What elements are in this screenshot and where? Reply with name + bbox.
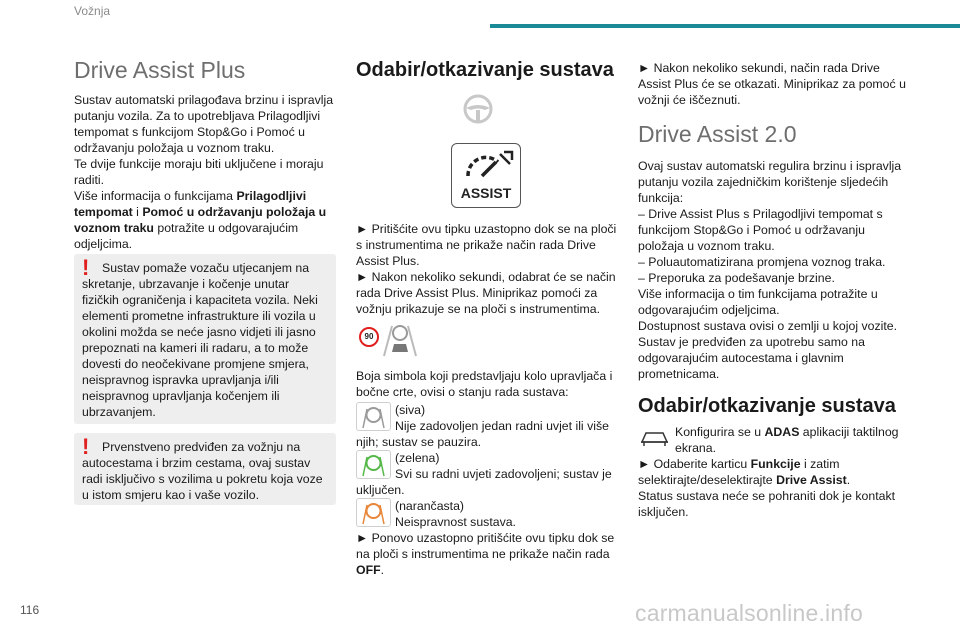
right-para-7: Sustav je predviđen za upotrebu samo na odgovarajućim autocestama i glavnim prometnicama. [638, 335, 865, 381]
page-number: 116 [20, 603, 40, 617]
middle-para-3: Boja simbola koji predstavljaju kolo upravljača i bočne crte, ovisi o stanju rada sustava: [356, 369, 613, 399]
text: aplikaciji taktilnog ekrana. [675, 425, 899, 455]
state-green-label: (zelena) [395, 451, 440, 465]
bold-text: Pomoć u održavanju položaja u voznom traku [74, 205, 327, 235]
orange-steering-icon [356, 498, 391, 527]
right-para-3: – Poluautomatizirana promjena voznog traka. [638, 255, 886, 269]
left-column [74, 56, 342, 252]
color-states [356, 368, 624, 578]
section-label: Vožnja [74, 4, 111, 18]
warning-icon: ! [82, 434, 90, 459]
drive-assist-plus-title: Drive Assist Plus [74, 57, 246, 83]
state-grey [356, 402, 624, 450]
selection-heading: Odabir/otkazivanje sustava [356, 59, 614, 81]
state-green [356, 450, 624, 498]
config-line [638, 424, 906, 456]
text: Više informacija o funkcijama [74, 189, 237, 203]
text: i [132, 205, 143, 219]
warning-icon: ! [82, 255, 90, 280]
assist-label: ASSIST [460, 185, 512, 201]
driving-assist-display-icon [380, 322, 420, 358]
warning-box-1 [74, 254, 336, 424]
right-para-1: Ovaj sustav automatski regulira brzinu i ispravlja putanju vozila zajedničkim korištenje sljedećih funkcija: [638, 159, 902, 205]
middle-para-2: ► Nakon nekoliko sekundi, odabrat će se način rada Drive Assist Plus. Miniprikaz pomoći za vožnju prikazuje se na ploči s instrumentima. [356, 270, 616, 316]
selection-heading-2: Odabir/otkazivanje sustava [638, 395, 896, 417]
warning-text-1 [74, 254, 336, 428]
right-para-4: – Preporuka za podešavanje brzine. [638, 271, 835, 285]
right-para-2: – Drive Assist Plus s Prilagodljivi tempomat s funkcijom Stop&Go i Pomoć u održavanju položaja u voznom traku. [638, 207, 883, 253]
bold-text: ADAS [764, 425, 800, 439]
text: Sustav pomaže vozaču utjecanjem na skretanje, ubrzavanje i kočenje unutar fizičkih ograničenja i kapaciteta vozila. Neki elementi prometne infrastrukture ili vozila u okolini možda se neće jasno vidjeti ili jasno prepoznati na kameri ili radaru, a to može dovesti do neočekivane promjene smjera, neispravnog ispravka upravljanja i/ili neispravnog upravljanja kočenjem ili ubrzavanjem. [82, 261, 318, 419]
text: Prvenstveno predviđen za vožnju na autocestama i brzim cestama, ovaj sustav radi isključivo s vozilima u pokretu koja voze u istom smjeru kao i vaše vozilo. [82, 440, 323, 502]
right-column [638, 60, 906, 520]
middle-text-block [356, 221, 624, 317]
speed-limit-badge: 90 [359, 327, 379, 347]
text: Konfigurira se u [675, 425, 765, 439]
text: potražite u odgovarajućim odjeljcima. [74, 221, 299, 251]
state-orange-label: (narančasta) [395, 499, 465, 513]
text: ► Odaberite karticu [638, 457, 751, 471]
bold-text: OFF [356, 563, 381, 577]
state-orange-text: Neispravnost sustava. [395, 515, 516, 529]
left-para-3 [74, 188, 342, 252]
left-para-1: Sustav automatski prilagođava brzinu i ispravlja putanju vozila. Za to upotrebljava Prilagodljivi tempomat s funkcijom Stop&Go i Pomoć u održavanju položaja u voznom traku. [74, 93, 334, 155]
text: . [846, 473, 851, 487]
right-tab-instruction [638, 456, 906, 488]
right-config-text [638, 424, 906, 456]
right-para-5: Više informacija o tim funkcijama potražite u odgovarajućim odjeljcima. [638, 287, 878, 317]
grey-steering-icon [356, 402, 391, 431]
middle-column [356, 58, 624, 82]
text: i zatim selektirajte/deselektirajte [638, 457, 840, 487]
green-steering-icon [356, 450, 391, 479]
warning-box-2 [74, 433, 336, 505]
car-icon [638, 424, 671, 451]
warning-text-2 [74, 433, 336, 511]
drive-assist-2-title: Drive Assist 2.0 [638, 121, 797, 147]
state-orange [356, 498, 624, 530]
bold-text: Prilagodljivi tempomat [74, 189, 307, 219]
right-status-note: Status sustava neće se pohraniti dok je kontakt isključen. [638, 489, 896, 519]
watermark: carmanualsonline.info [635, 600, 863, 626]
middle-para-4 [356, 530, 624, 578]
left-para-2: Te dvije funkcije moraju biti uključene i moraju raditi. [74, 157, 324, 187]
text: ► Ponovo uzastopno pritišćite ovu tipku dok se na ploči s instrumentima ne prikaže način rada [356, 531, 615, 561]
right-para-6: Dostupnost sustava ovisi o zemlji u kojoj vozite. [638, 319, 898, 333]
right-para-top: ► Nakon nekoliko sekundi, način rada Drive Assist Plus će se otkazati. Miniprikaz za pomoć u vožnji će iščeznuti. [638, 61, 906, 107]
state-green-text: Svi su radni uvjeti zadovoljeni; sustav je uključen. [356, 467, 612, 497]
steering-wheel-icon [463, 94, 493, 124]
middle-para-1: ► Pritišćite ovu tipku uzastopno dok se na ploči s instrumentima ne prikaže način rada Drive Assist Plus. [356, 222, 617, 268]
text: . [380, 563, 385, 577]
bold-text: Drive Assist [776, 473, 847, 487]
header-rule [490, 24, 960, 28]
bold-text: Funkcije [750, 457, 801, 471]
state-grey-text: Nije zadovoljen jedan radni uvjet ili više njih; sustav se pauzira. [356, 419, 609, 449]
state-grey-label: (siva) [395, 403, 426, 417]
assist-button-icon [451, 143, 521, 208]
